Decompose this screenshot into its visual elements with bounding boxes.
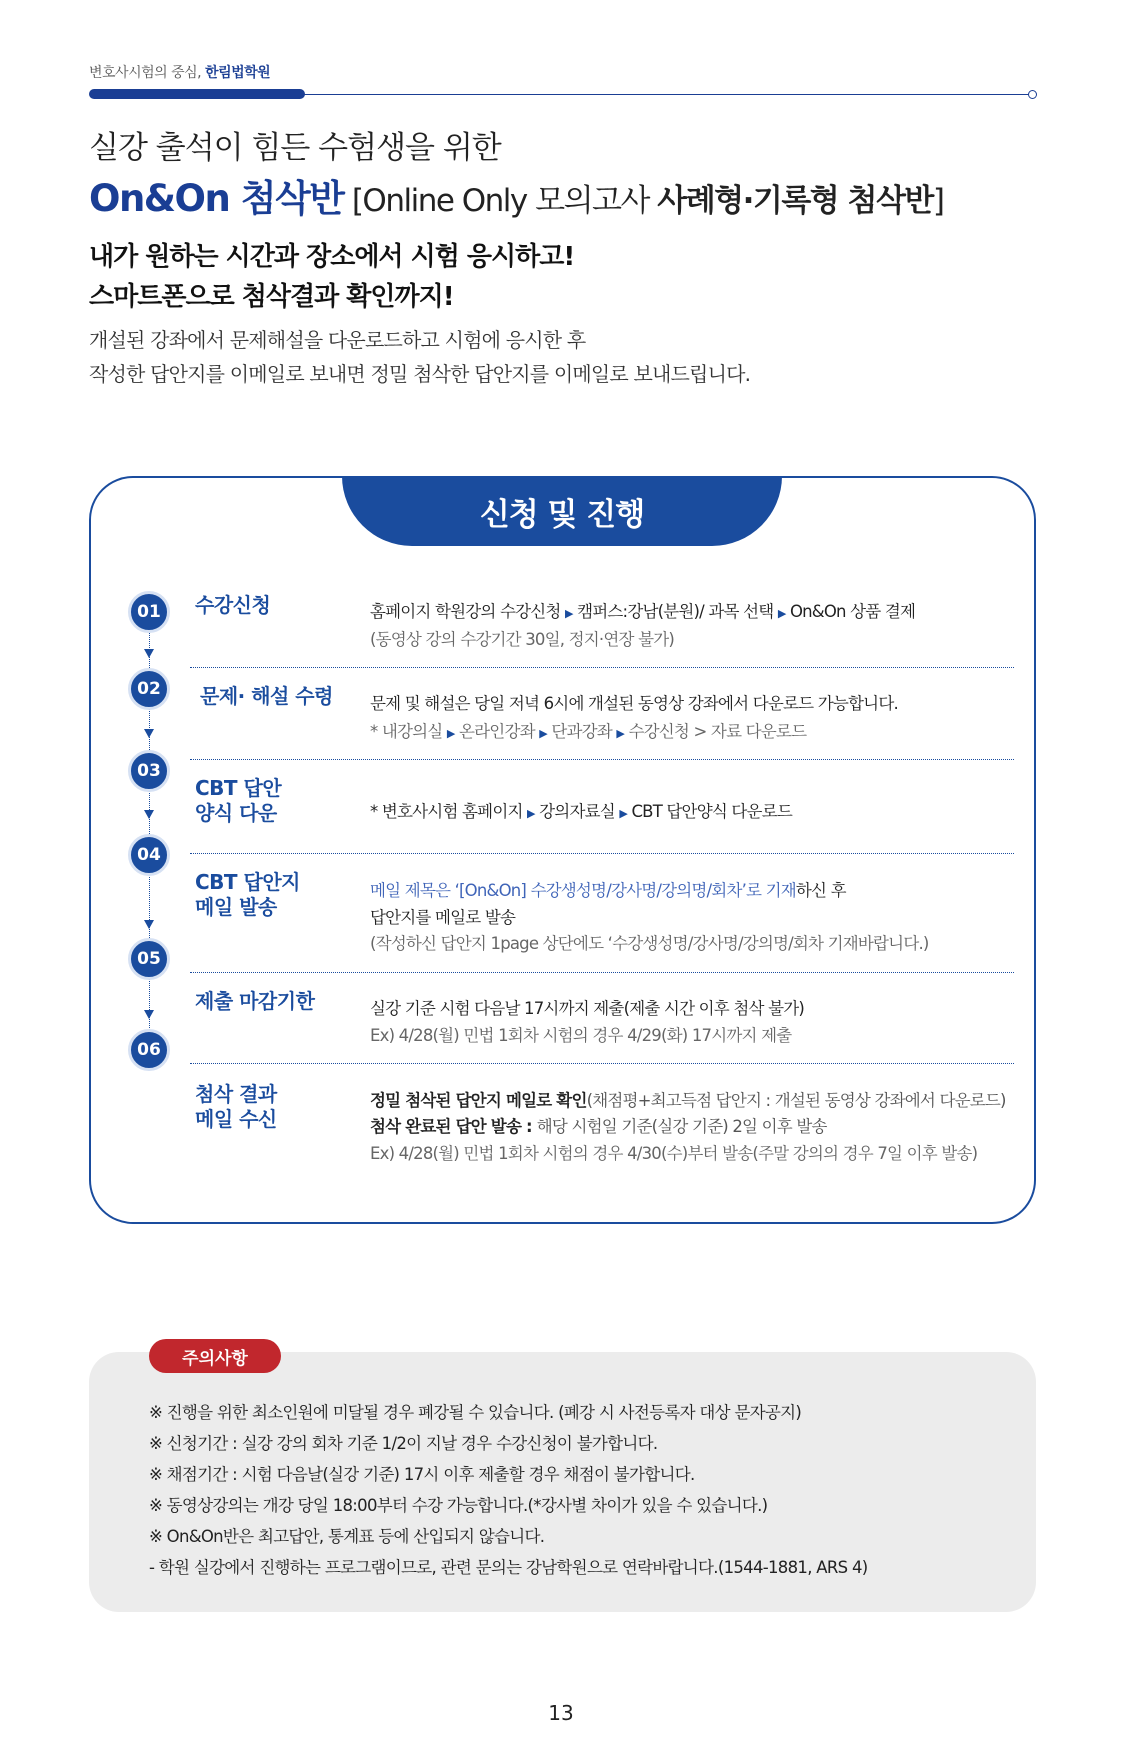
- step-06-line-1-bold: 정밀 첨삭된 답안지 메일로 확인: [370, 1091, 587, 1110]
- notice-badge: 주의사항: [149, 1339, 281, 1373]
- header-label: [89, 62, 270, 82]
- notice-line: ※ On&On반은 최고답안, 통계표 등에 산입되지 않습니다.: [149, 1527, 545, 1546]
- intro-brand: On&On 첨삭반: [89, 177, 344, 220]
- step-title-04-line-2: 메일 발송: [195, 895, 277, 919]
- notice-line: ※ 진행을 위한 최소인원에 미달될 경우 폐강될 수 있습니다. (폐강 시 사전등록자 대상 문자공지): [149, 1403, 802, 1422]
- intro-sub-suffix: ]: [932, 183, 944, 219]
- step-03-line-1: [370, 798, 792, 822]
- step-06-line-1: [370, 1087, 1006, 1111]
- step-title-03-line-2: 양식 다운: [195, 801, 277, 825]
- step-number-02: 02: [128, 668, 170, 710]
- step-06-line-2-bold: 첨삭 완료된 답안 발송 :: [370, 1117, 537, 1136]
- step-number-06: 06: [128, 1029, 170, 1071]
- step-02-line-2-b: 온라인강좌: [459, 722, 535, 741]
- step-title-04-line-1: CBT 답안지: [195, 870, 300, 894]
- slogan-line-1: 내가 원하는 시간과 장소에서 시험 응시하고!: [89, 242, 575, 272]
- step-number-01: 01: [128, 591, 170, 633]
- triangle-down-icon: [144, 729, 154, 738]
- intro-sub-bold: 사례형·기록형 첨삭반: [657, 183, 933, 219]
- header-accent-bar: [89, 89, 305, 99]
- intro-subtitle: 실강 출석이 힘든 수험생을 위한: [89, 130, 501, 166]
- process-title: 신청 및 진행: [479, 496, 645, 533]
- step-title-01: 수강신청: [195, 593, 271, 617]
- step-06-line-2-rest: 해당 시험일 기준(실강 기준) 2일 이후 발송: [536, 1117, 827, 1136]
- step-01-line-1: [370, 598, 915, 622]
- step-02-line-2-c: 단과강좌: [551, 722, 612, 741]
- step-05-line-2: Ex) 4/28(월) 민법 1회차 시험의 경우 4/29(화) 17시까지 제출: [370, 1026, 792, 1045]
- notice-line: - 학원 실강에서 진행하는 프로그램이므로, 관련 문의는 강남학원으로 연락바랍니다.(1544-1881, ARS 4): [149, 1558, 868, 1577]
- triangle-down-icon: [144, 649, 154, 658]
- step-title-05: 제출 마감기한: [195, 989, 315, 1013]
- step-divider: [190, 853, 1014, 854]
- step-title-02: 문제· 해설 수령: [200, 684, 333, 708]
- step-02-line-2-a: * 내강의실: [370, 722, 443, 741]
- header-rule-end-dot: [1028, 90, 1037, 99]
- header-label-prefix: 변호사시험의 중심,: [89, 65, 206, 81]
- step-title-06: [195, 1082, 277, 1132]
- step-01-line-1-c: On&On 상품 결제: [789, 602, 916, 621]
- step-03-line-1-b: 강의자료실: [539, 802, 615, 821]
- step-title-04: [195, 870, 300, 920]
- step-02-line-2: [370, 718, 806, 742]
- triangle-down-icon: [144, 1010, 154, 1019]
- step-06-line-1-rest: (채점평+최고득점 답안지 : 개설된 동영상 강좌에서 다운로드): [586, 1091, 1006, 1110]
- triangle-right-icon: ▶: [527, 807, 535, 820]
- triangle-right-icon: ▶: [619, 807, 627, 820]
- step-title-03: [195, 776, 281, 826]
- notice-line: ※ 동영상강의는 개강 당일 18:00부터 수강 가능합니다.(*강사별 차이가 있을 수 있습니다.): [149, 1496, 768, 1515]
- triangle-down-icon: [144, 810, 154, 819]
- description-line-2: 작성한 답안지를 이메일로 보내면 정밀 첨삭한 답안지를 이메일로 보내드립니다.: [89, 362, 751, 386]
- slogan-line-2: 스마트폰으로 첨삭결과 확인까지!: [89, 282, 454, 312]
- step-title-03-line-1: CBT 답안: [195, 776, 282, 800]
- step-divider: [190, 759, 1014, 760]
- step-04-line-3: (작성하신 답안지 1page 상단에도 ‘수강생성명/강사명/강의명/회차 기재바랍니다.): [370, 934, 929, 953]
- page-number: 13: [548, 1701, 574, 1725]
- triangle-right-icon: ▶: [539, 727, 547, 740]
- step-04-line-2: 답안지를 메일로 발송: [370, 908, 516, 927]
- triangle-right-icon: ▶: [565, 607, 573, 620]
- step-05-line-1: 실강 기준 시험 다음날 17시까지 제출(제출 시간 이후 첨삭 불가): [370, 999, 805, 1018]
- step-04-line-1-blue: 메일 제목은 ‘[On&On] 수강생성명/강사명/강의명/회차’로 기재: [370, 881, 796, 900]
- notice-line: ※ 신청기간 : 실강 강의 회차 기준 1/2이 지날 경우 수강신청이 불가합니다.: [149, 1434, 658, 1453]
- triangle-right-icon: ▶: [616, 727, 624, 740]
- step-06-line-3: Ex) 4/28(월) 민법 1회차 시험의 경우 4/30(수)부터 발송(주말 강의의 경우 7일 이후 발송): [370, 1144, 978, 1163]
- triangle-down-icon: [144, 920, 154, 929]
- step-01-line-2: (동영상 강의 수강기간 30일, 정지·연장 불가): [370, 630, 675, 649]
- step-01-line-1-a: 홈페이지 학원강의 수강신청: [370, 602, 561, 621]
- intro-title: [89, 168, 943, 222]
- step-divider: [190, 1063, 1014, 1064]
- step-06-line-2: [370, 1113, 827, 1137]
- process-title-tab: [342, 476, 782, 546]
- description-line-1: 개설된 강좌에서 문제해설을 다운로드하고 시험에 응시한 후: [89, 328, 586, 352]
- header-rule: [300, 94, 1030, 95]
- step-02-line-1: 문제 및 해설은 당일 저녁 6시에 개설된 동영상 강좌에서 다운로드 가능합니다.: [370, 694, 898, 713]
- step-02-line-2-d: 수강신청 > 자료 다운로드: [628, 722, 807, 741]
- step-number-04: 04: [128, 834, 170, 876]
- step-divider: [190, 972, 1014, 973]
- intro-sub: [343, 183, 943, 219]
- step-number-05: 05: [128, 938, 170, 980]
- step-divider: [190, 667, 1014, 668]
- step-title-06-line-2: 메일 수신: [195, 1107, 277, 1131]
- step-04-line-1: [370, 877, 846, 901]
- step-03-line-1-a: * 변호사시험 홈페이지: [370, 802, 523, 821]
- step-03-line-1-c: CBT 답안양식 다운로드: [631, 802, 792, 821]
- notice-line: ※ 채점기간 : 시험 다음날(실강 기준) 17시 이후 제출할 경우 채점이 불가합니다.: [149, 1465, 695, 1484]
- triangle-right-icon: ▶: [777, 607, 786, 620]
- intro-sub-prefix: [Online Only 모의고사: [343, 183, 658, 219]
- step-title-06-line-1: 첨삭 결과: [195, 1082, 277, 1106]
- step-01-line-1-b: 캠퍼스:강남(분원)/ 과목 선택: [577, 602, 774, 621]
- step-number-03: 03: [128, 750, 170, 792]
- step-04-line-1-rest: 하신 후: [795, 881, 846, 900]
- triangle-right-icon: ▶: [446, 727, 455, 740]
- header-label-brand: 한림법학원: [205, 65, 271, 81]
